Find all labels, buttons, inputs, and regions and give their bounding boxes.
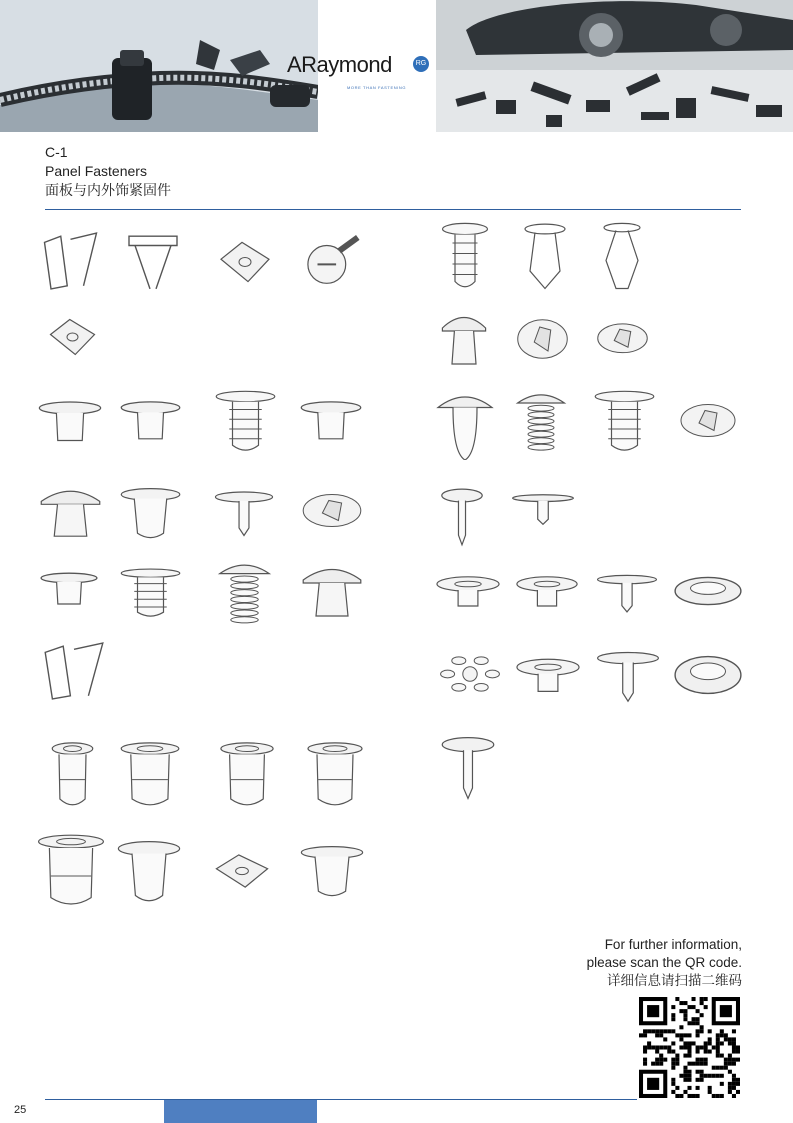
panel-fastener-drawing	[510, 492, 576, 526]
panel-fastener-drawing	[213, 488, 275, 538]
panel-fastener-drawing	[673, 574, 743, 608]
panel-fastener-drawing	[36, 398, 104, 448]
brand-name: ARaymond	[287, 52, 392, 77]
panel-fastener-drawing	[440, 732, 496, 802]
panel-fastener-drawing	[215, 234, 275, 290]
info-line-2: please scan the QR code.	[586, 955, 742, 970]
footer-rule	[45, 1099, 637, 1100]
panel-fastener-drawing	[515, 572, 579, 612]
panel-fastener-drawing	[520, 222, 570, 292]
panel-fastener-drawing	[435, 650, 505, 698]
panel-fastener-drawing	[515, 390, 567, 455]
section-title-en: Panel Fasteners	[45, 163, 147, 179]
panel-fastener-drawing	[435, 572, 501, 612]
panel-fastener-drawing	[123, 230, 183, 292]
panel-fastener-drawing	[515, 654, 581, 698]
further-info	[587, 936, 742, 990]
panel-fastener-drawing	[298, 842, 366, 900]
panel-fastener-drawing	[440, 484, 484, 548]
panel-fastener-drawing	[118, 484, 183, 542]
header-banner	[0, 0, 793, 132]
panel-fastener-drawing	[217, 560, 272, 628]
info-line-3: 详细信息请扫描二维码	[607, 973, 742, 988]
panel-fastener-drawing	[435, 390, 495, 460]
panel-fastener-drawing	[38, 484, 103, 542]
panel-fastener-drawing	[595, 648, 661, 704]
panel-fastener-drawing	[38, 640, 110, 702]
section-code: C-1	[45, 144, 68, 160]
panel-fastener-drawing	[673, 652, 743, 698]
brand-mark-icon: RG	[413, 56, 429, 72]
panel-fastener-drawing	[592, 390, 657, 455]
panel-fastener-drawing	[678, 398, 738, 448]
panel-fastener-drawing	[305, 740, 365, 812]
panel-fastener-drawing	[300, 562, 364, 622]
panel-fastener-drawing	[38, 230, 103, 292]
section-heading	[45, 143, 171, 200]
wire-harness-photo	[0, 0, 318, 132]
panel-fastener-drawing	[602, 222, 642, 292]
panel-fastener-drawing	[118, 398, 183, 446]
panel-fastener-drawing	[218, 740, 276, 812]
panel-fastener-drawing	[515, 312, 570, 372]
panel-fastener-drawing	[35, 832, 107, 912]
panel-fastener-drawing	[45, 312, 100, 362]
panel-fastener-drawing	[595, 572, 659, 614]
section-title-cn: 面板与内外饰紧固件	[45, 182, 171, 198]
qr-code-icon[interactable]	[639, 997, 740, 1098]
page-number: 25	[14, 1104, 27, 1116]
section-divider	[45, 209, 741, 210]
panel-fastener-drawing	[115, 836, 183, 906]
panel-fastener-drawing	[440, 222, 490, 292]
panel-fastener-drawing	[298, 398, 364, 446]
panel-fastener-drawing	[300, 488, 364, 538]
brand-tagline: MORE THAN FASTENING	[347, 85, 407, 90]
panel-fastener-drawing	[595, 318, 650, 363]
panel-fastener-drawing	[440, 310, 488, 370]
araymond-logo	[287, 52, 437, 92]
car-and-parts-photo	[436, 0, 793, 132]
panel-fastener-drawing	[118, 568, 183, 620]
panel-fastener-drawing	[210, 848, 274, 894]
footer-accent-bar	[164, 1100, 317, 1123]
panel-fastener-drawing	[118, 740, 182, 812]
panel-fastener-drawing	[213, 390, 278, 455]
panel-fastener-drawing	[50, 740, 95, 812]
info-line-1: For further information,	[604, 937, 742, 952]
panel-fastener-drawing	[302, 232, 364, 286]
panel-fastener-drawing	[38, 570, 100, 610]
